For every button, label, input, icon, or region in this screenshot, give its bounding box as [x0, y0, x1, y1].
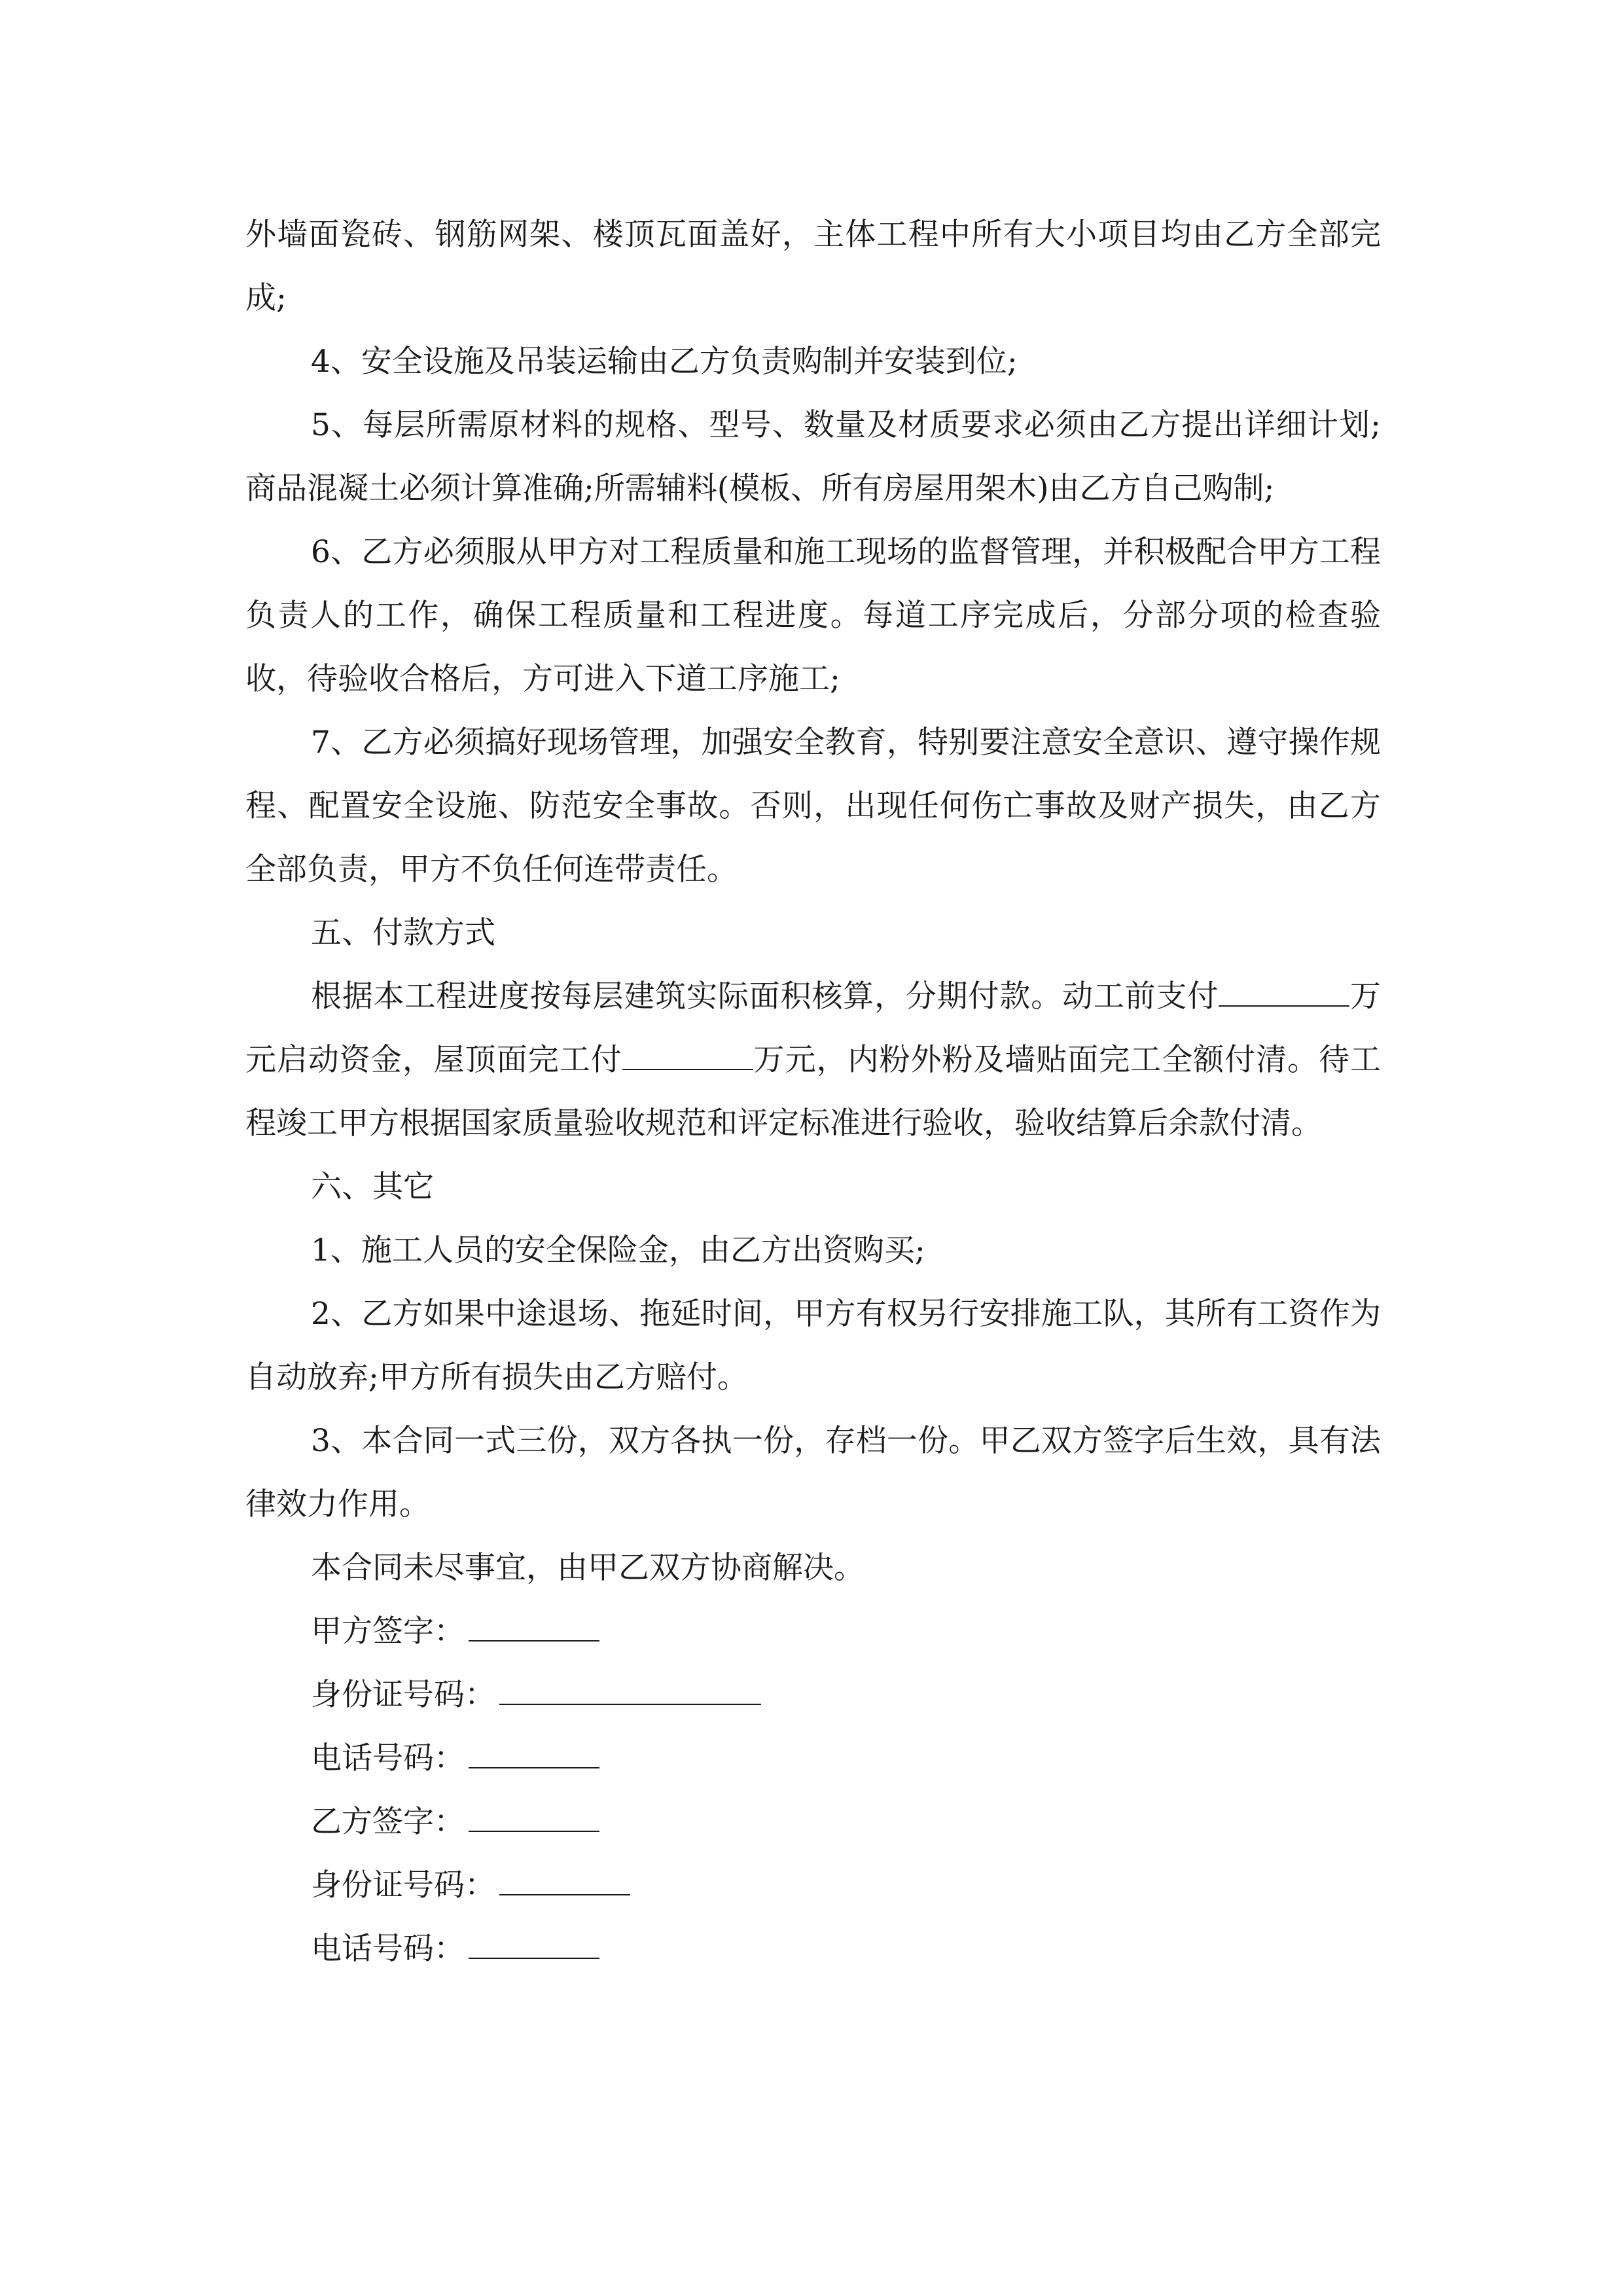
clause-6: 6、乙方必须服从甲方对工程质量和施工现场的监督管理，并积极配合甲方工程负责人的工作，确保工程质量和工程进度。每道工序完成后，分部分项的检查验收，待验收合格后，方可进入下道工序施工; [245, 534, 1381, 697]
other-item-3: 3、本合同一式三份，双方各执一份，存档一份。甲乙双方签字后生效，具有法律效力作用。 [245, 1423, 1381, 1522]
clause-5: 5、每层所需原材料的规格、型号、数量及材质要求必须由乙方提出详细计划;商品混凝土必须计算准确;所需辅料(模板、所有房屋用架木)由乙方自己购制; [245, 407, 1381, 507]
payment-text-1: 根据本工程进度按每层建筑实际面积核算，分期付款。动工前支付 [311, 978, 1219, 1014]
section-5-title: 五、付款方式 [311, 915, 495, 951]
party-a-signature-row [245, 1600, 1381, 1663]
closing-statement: 本合同未尽事宜，由甲乙双方协商解决。 [311, 1550, 865, 1586]
party-b-sign-label: 乙方签字： [311, 1804, 465, 1840]
paragraph-continuation: 外墙面瓷砖、钢筋网架、楼顶瓦面盖好，主体工程中所有大小项目均由乙方全部完成; [245, 217, 1381, 316]
party-a-sign-label: 甲方签字： [311, 1613, 465, 1649]
party-a-id-blank[interactable] [499, 1677, 761, 1705]
party-b-id-label: 身份证号码： [311, 1867, 495, 1903]
party-b-phone-blank[interactable] [469, 1931, 599, 1959]
other-item-2: 2、乙方如果中途退场、拖延时间，甲方有权另行安排施工队，其所有工资作为自动放弃;甲方所有损失由乙方赔付。 [245, 1296, 1381, 1395]
payment-paragraph [245, 965, 1381, 1155]
payment-text-3: 万元，内粉外粉及墙贴面完工全额付清。待工程竣工甲方根据国家质量验收规范和评定标准进行验收，验收结算后余款付清。 [245, 1042, 1381, 1141]
clause-4: 4、安全设施及吊装运输由乙方负责购制并安装到位; [311, 344, 1018, 380]
payment-roof-amount-blank[interactable] [622, 1043, 753, 1070]
other-item-1: 1、施工人员的安全保险金，由乙方出资购买; [311, 1232, 925, 1268]
party-b-id-blank[interactable] [499, 1868, 630, 1895]
party-a-id-label: 身份证号码： [311, 1677, 495, 1713]
section-6-title: 六、其它 [311, 1169, 434, 1205]
party-a-phone-label: 电话号码： [311, 1740, 465, 1776]
payment-start-amount-blank[interactable] [1219, 979, 1349, 1007]
party-b-phone-row [245, 1917, 1381, 1981]
party-a-phone-row [245, 1727, 1381, 1790]
clause-7: 7、乙方必须搞好现场管理，加强安全教育，特别要注意安全意识、遵守操作规程、配置安全设施、防范安全事故。否则，出现任何伤亡事故及财产损失，由乙方全部负责，甲方不负任何连带责任。 [245, 725, 1381, 888]
party-b-signature-row [245, 1790, 1381, 1854]
party-a-phone-blank[interactable] [469, 1741, 599, 1768]
payment-text-2: 万元启动资金，屋顶面完工付 [245, 978, 1382, 1078]
party-b-sign-blank[interactable] [469, 1804, 599, 1832]
party-b-id-row [245, 1854, 1381, 1917]
party-b-phone-label: 电话号码： [311, 1931, 465, 1967]
document-page [245, 203, 1381, 1981]
party-a-id-row [245, 1663, 1381, 1727]
party-a-sign-blank[interactable] [469, 1614, 599, 1641]
